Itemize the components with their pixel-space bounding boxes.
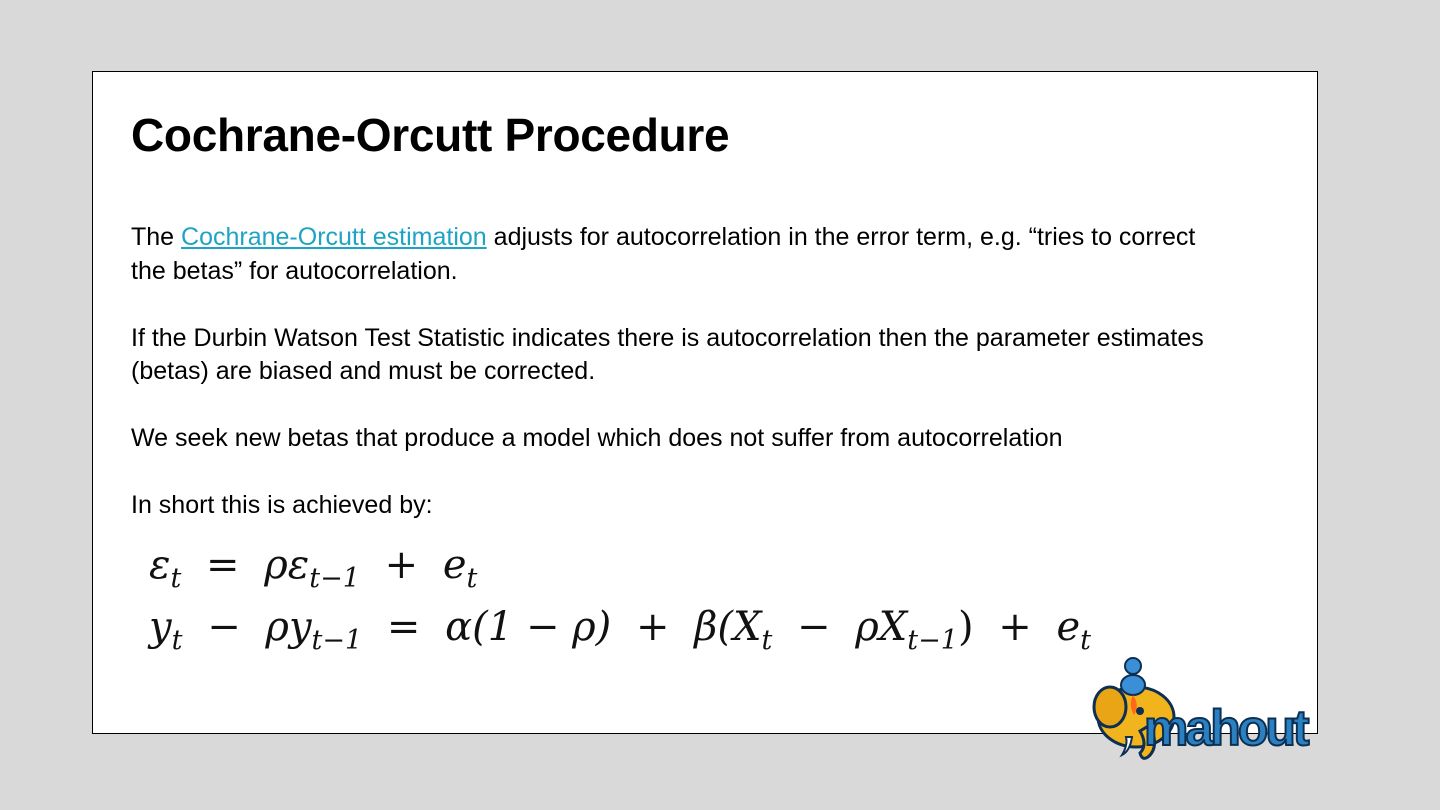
equations-block — [149, 534, 1091, 658]
equation-transformed-model — [149, 596, 1091, 658]
eq1-equals: = — [206, 542, 240, 588]
eq1-e-sub: t — [466, 563, 478, 594]
slide-title: Cochrane-Orcutt Procedure — [131, 109, 730, 161]
eq2-minus: − — [207, 604, 241, 650]
eq2-y-lag-sub: t−1 — [311, 625, 363, 656]
eq2-y-lag: y — [288, 604, 312, 650]
eq2-x-lag: X — [878, 604, 908, 650]
cochrane-orcutt-link[interactable]: Cochrane-Orcutt estimation — [181, 223, 487, 251]
eq2-plus2: + — [998, 604, 1032, 650]
intro-text-before: The — [131, 223, 182, 251]
eq2-rho2: ρ — [855, 604, 879, 650]
eq2-rho: ρ — [265, 604, 289, 650]
eq1-epsilon-sub: t — [170, 563, 182, 594]
eq1-epsilon: ε — [149, 542, 171, 588]
eq1-plus: + — [384, 542, 419, 588]
slide-body — [131, 221, 1221, 523]
slide — [92, 71, 1318, 734]
eq2-close-paren: ) — [957, 604, 974, 650]
eq2-x: X — [732, 604, 762, 650]
eq2-x-sub: t — [761, 625, 773, 656]
mahout-logo — [1088, 655, 1343, 770]
eq2-plus: + — [636, 604, 670, 650]
eq2-e-sub: t — [1080, 625, 1092, 656]
mahout-logo-text: mahout — [1144, 700, 1307, 756]
eq1-rho: ρ — [264, 542, 288, 588]
paragraph-durbin-watson: If the Durbin Watson Test Statistic indicates there is autocorrelation then the parameter estimates (betas) are biased and must be corrected. — [131, 323, 1204, 385]
paragraph-new-betas: We seek new betas that produce a model which does not suffer from autocorrelation — [131, 424, 1063, 452]
paragraph-in-short: In short this is achieved by: — [131, 491, 433, 519]
equation-error-ar1 — [149, 534, 1091, 596]
intro-text-after: adjusts for autocorrelation in the error term, e.g. “tries to correct the betas” for autocorrelation. — [131, 223, 1196, 285]
paragraph-intro — [131, 221, 1221, 288]
eq2-x-lag-sub: t−1 — [907, 625, 958, 656]
eq1-e: e — [442, 542, 467, 588]
eq2-y: y — [149, 604, 172, 650]
eq2-equals: = — [386, 604, 421, 650]
eq1-epsilon-lag: ε — [287, 542, 310, 588]
eq2-e: e — [1056, 604, 1081, 650]
eq2-beta-open: β( — [694, 604, 733, 650]
eq2-minus2: − — [797, 604, 831, 650]
eq1-epsilon-lag-sub: t−1 — [309, 563, 360, 594]
eq2-y-sub: t — [171, 625, 183, 656]
eq2-alpha-term: α(1 − ρ) — [445, 604, 612, 650]
